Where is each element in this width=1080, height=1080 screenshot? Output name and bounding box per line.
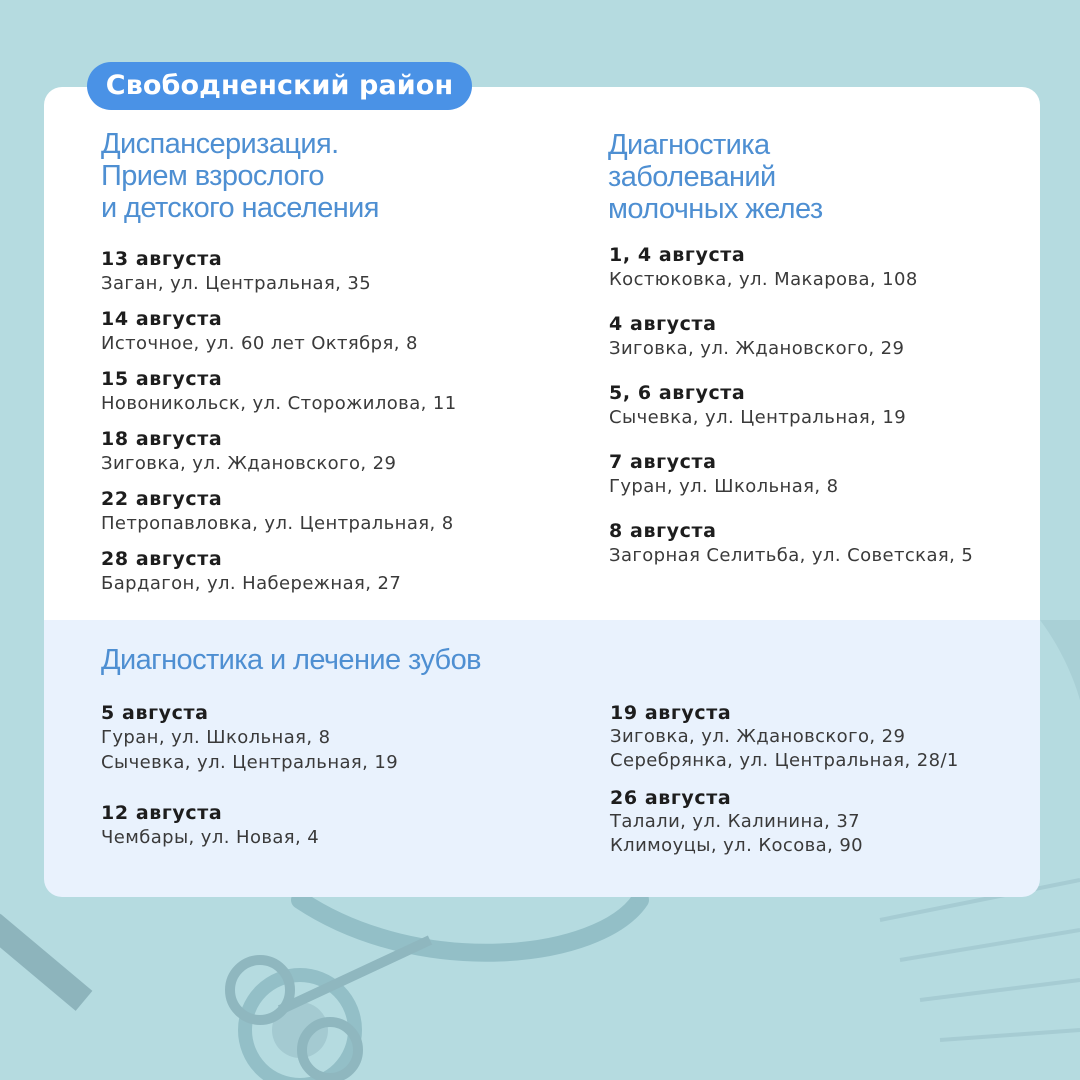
heading-line: и детского населения [101, 192, 379, 224]
entry-address: Сычевка, ул. Центральная, 19 [609, 407, 907, 428]
list-item [101, 307, 457, 367]
list-item [610, 786, 959, 858]
entry-address: Источное, ул. 60 лет Октября, 8 [101, 333, 418, 354]
entry-address: Петропавловка, ул. Центральная, 8 [101, 513, 454, 534]
entry-date: 18 августа [101, 428, 223, 450]
entry-address: Загорная Селитьба, ул. Советская, 5 [609, 545, 974, 566]
heading-line: Диспансеризация. [101, 128, 339, 160]
district-badge: Свободненский район [87, 62, 472, 110]
heading-line: молочных желез [608, 193, 823, 225]
list-item [609, 450, 973, 519]
mask-icon [880, 880, 1080, 1040]
entry-date: 28 августа [101, 548, 223, 570]
entry-address: Новоникольск, ул. Сторожилова, 11 [101, 393, 457, 414]
entry-date: 15 августа [101, 368, 223, 390]
list-item [610, 701, 959, 786]
entry-date: 12 августа [101, 802, 223, 824]
mammary-heading [608, 129, 823, 225]
list-item [101, 487, 457, 547]
dental-left-list [101, 701, 398, 850]
corner-shape [1040, 620, 1080, 700]
entry-address: Зиговка, ул. Ждановского, 29 [609, 338, 905, 359]
entry-address: Костюковка, ул. Макарова, 108 [609, 269, 918, 290]
list-item [101, 547, 457, 607]
entry-address: Чембары, ул. Новая, 4 [101, 827, 320, 848]
list-item [101, 367, 457, 427]
entry-date: 1, 4 августа [609, 244, 746, 266]
entry-date: 22 августа [101, 488, 223, 510]
entry-address: Сычевка, ул. Центральная, 19 [101, 752, 399, 773]
entry-address: Заган, ул. Центральная, 35 [101, 273, 372, 294]
list-item [609, 519, 973, 588]
dental-right-list [610, 701, 959, 858]
entry-date: 5 августа [101, 702, 209, 724]
list-item [609, 381, 973, 450]
list-item [609, 312, 973, 381]
mammary-list [609, 243, 973, 588]
list-item [101, 427, 457, 487]
heading-line: заболеваний [608, 161, 776, 193]
entry-date: 26 августа [610, 787, 732, 809]
list-item [101, 247, 457, 307]
list-item [609, 243, 973, 312]
entry-address: Климоуцы, ул. Косова, 90 [610, 835, 864, 856]
entry-address: Гуран, ул. Школьная, 8 [609, 476, 839, 497]
entry-date: 13 августа [101, 248, 223, 270]
heading-line: Прием взрослого [101, 160, 324, 192]
entry-date: 7 августа [609, 451, 717, 473]
dispensary-list [101, 247, 457, 607]
entry-address: Зиговка, ул. Ждановского, 29 [101, 453, 397, 474]
list-item [101, 801, 398, 850]
entry-date: 19 августа [610, 702, 732, 724]
pencil-icon [0, 914, 92, 1011]
entry-date: 14 августа [101, 308, 223, 330]
entry-address: Талали, ул. Калинина, 37 [610, 811, 861, 832]
entry-date: 8 августа [609, 520, 717, 542]
entry-date: 5, 6 августа [609, 382, 746, 404]
dispensary-heading [101, 128, 379, 224]
entry-date: 4 августа [609, 313, 717, 335]
entry-address: Зиговка, ул. Ждановского, 29 [610, 726, 906, 747]
entry-address: Серебрянка, ул. Центральная, 28/1 [610, 750, 959, 771]
dental-heading: Диагностика и лечение зубов [101, 644, 481, 676]
entry-address: Бардагон, ул. Набережная, 27 [101, 573, 402, 594]
list-item [101, 701, 398, 801]
heading-line: Диагностика [608, 129, 770, 161]
entry-address: Гуран, ул. Школьная, 8 [101, 727, 331, 748]
